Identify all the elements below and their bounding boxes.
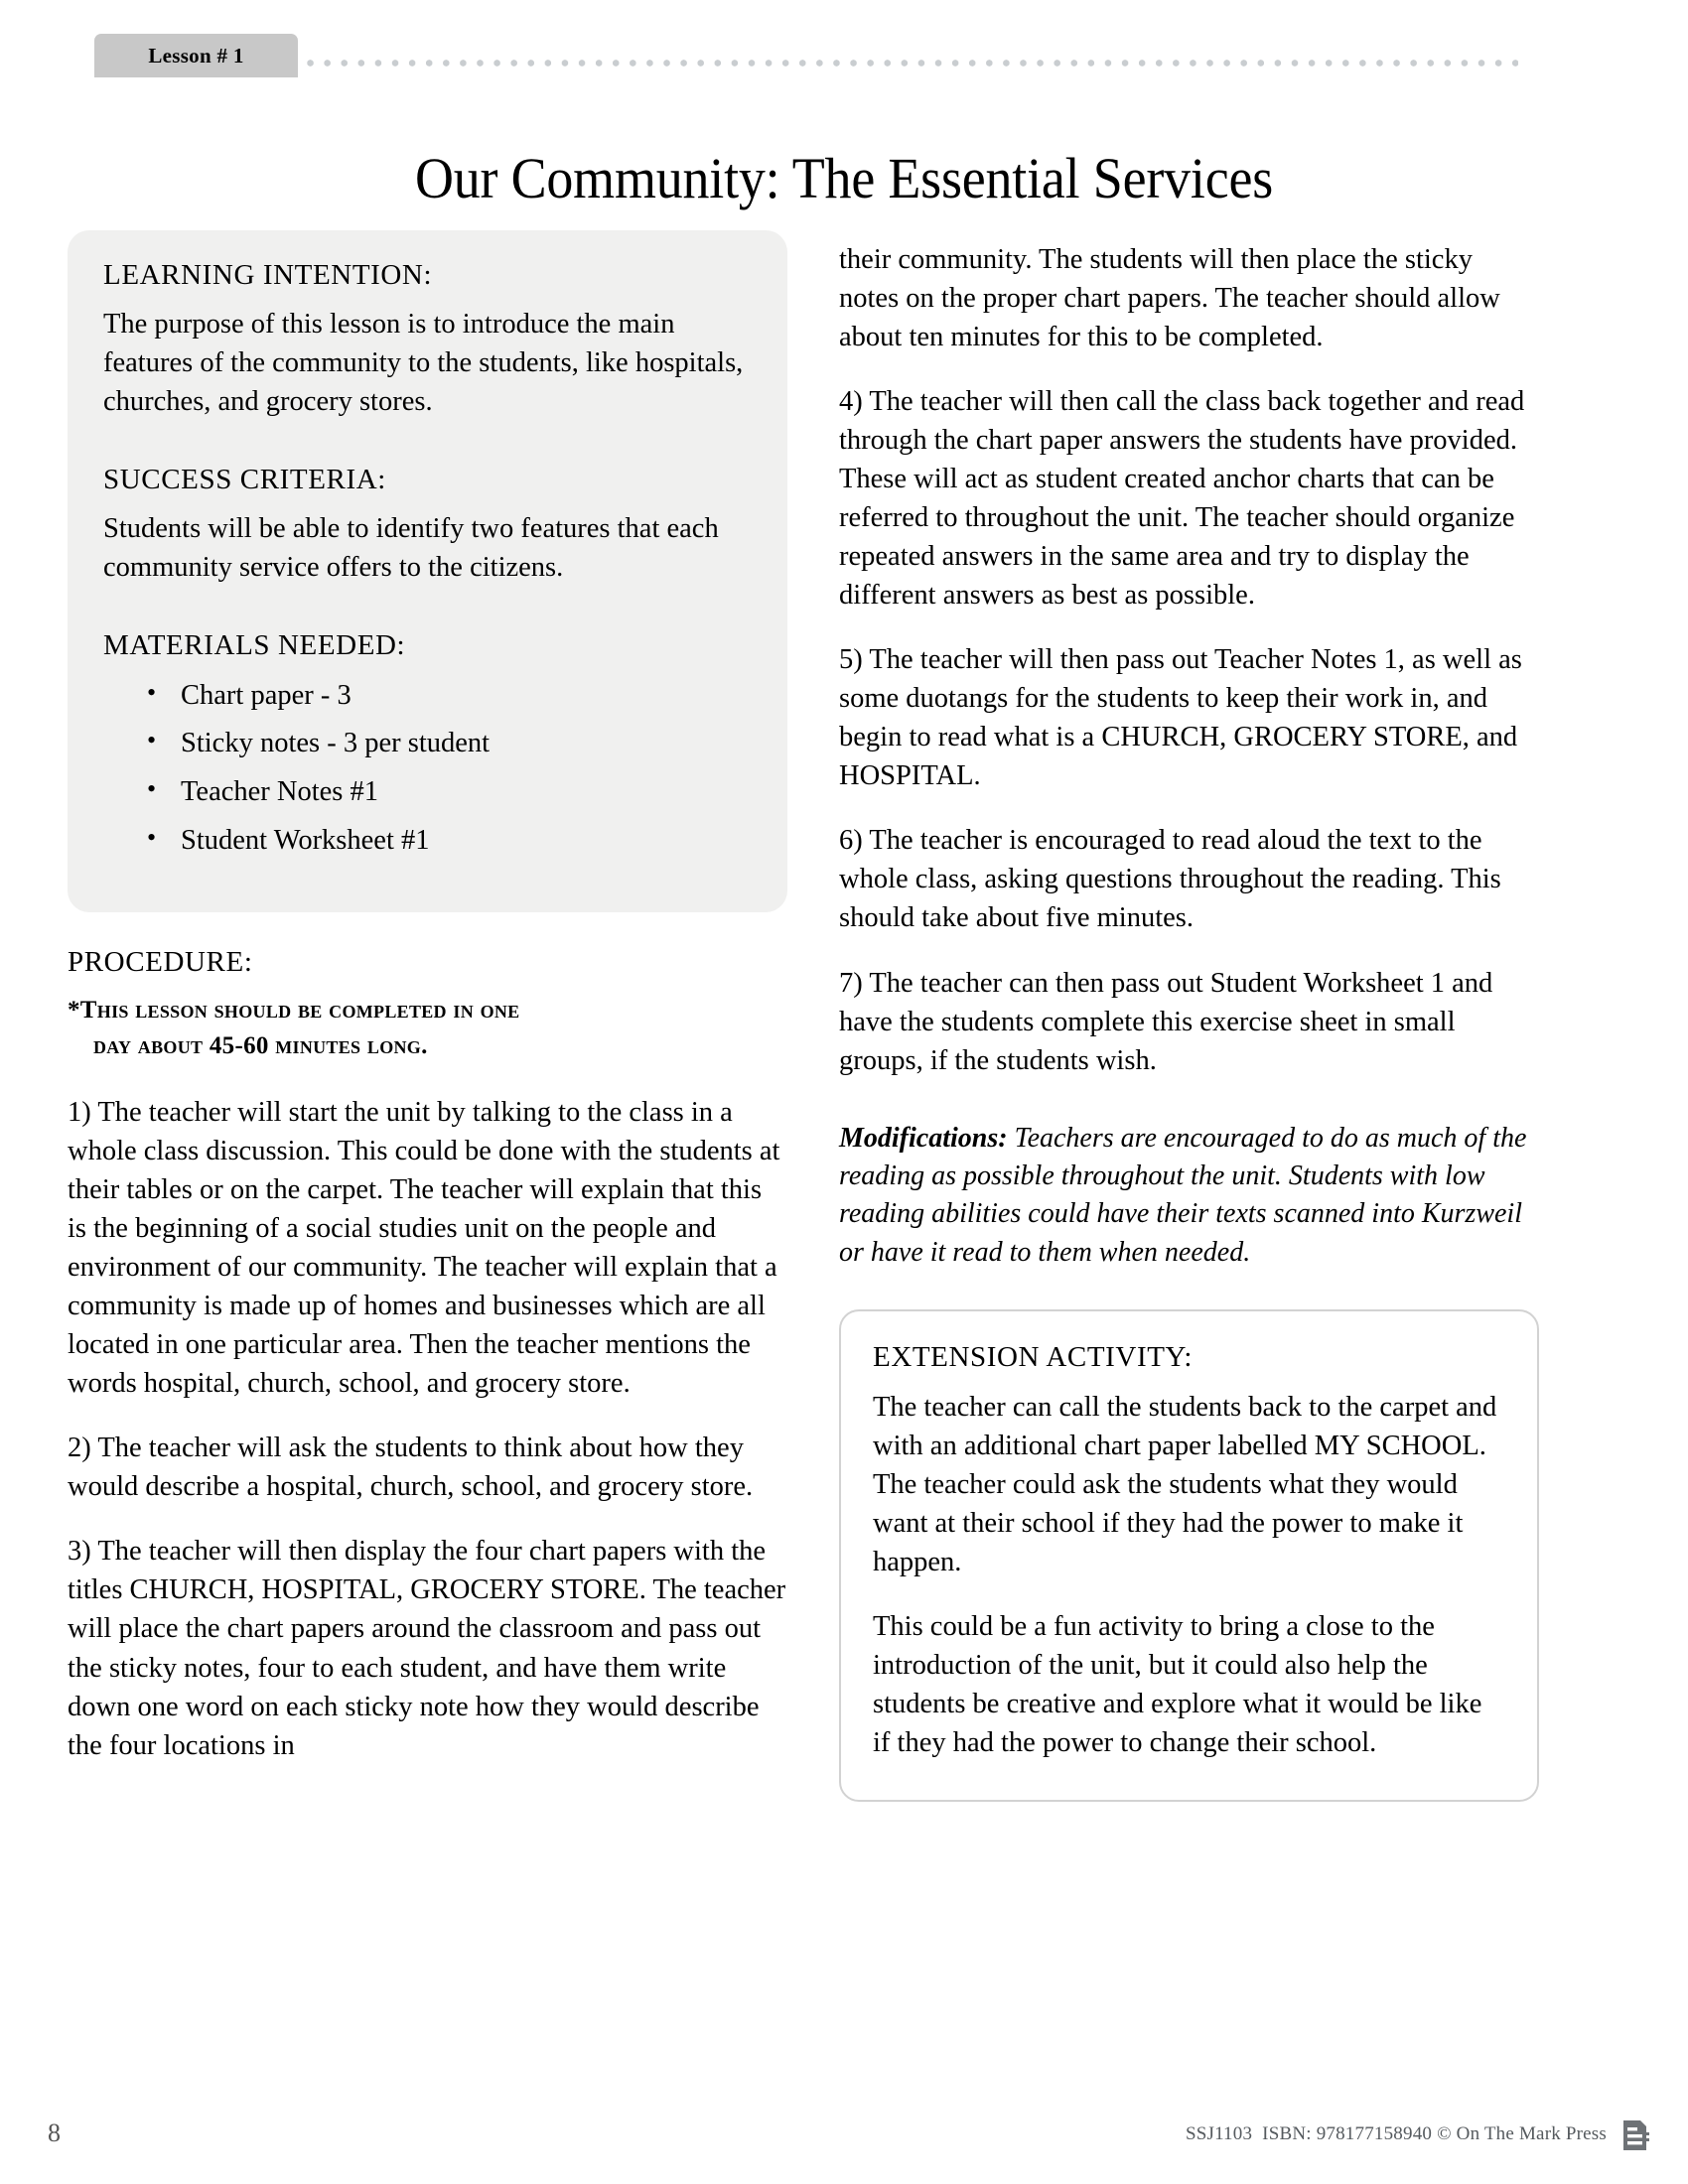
modifications-text: Teachers are encouraged to do as much of the reading as possible throughout the unit. Students with low reading abilities could have their texts scanned into Kurzweil or have it read to them when needed. [839,1122,1527,1268]
learning-intention-text: The purpose of this lesson is to introduce the main features of the community to the students, like hospitals, churches, and grocery stores. [103,308,744,417]
page-header [0,34,1688,77]
copyright-notice: © On The Mark Press [1437,2123,1607,2144]
procedure-step-1: 1) The teacher will start the unit by talking to the class in a whole class discussion. This could be done with the students at their tables or on the carpet. The teacher will explain that this is the beginning of a social studies unit on the people and environment of our community. The teacher will explain that a community is made up of homes and businesses which are all located in one particular area. Then the teacher mentions the words hospital, church, school, and grocery store. [68,1097,780,1400]
procedure-step-2: 2) The teacher will ask the students to think about how they would describe a hospital, church, school, and grocery store. [68,1433,754,1503]
extension-activity-heading: EXTENSION ACTIVITY: [873,1341,1194,1374]
success-criteria-heading: SUCCESS CRITERIA: [103,463,386,495]
procedure-step-3-continuation: their community. The students will then place the sticky notes on the proper chart papers. The teacher should allow about ten minutes for this to be completed. [839,244,1500,353]
extension-paragraph-1: The teacher can call the students back to the carpet and with an additional chart paper labelled MY SCHOOL. The teacher could ask the students what they would want at their school if they had the power to make it happen. [873,1392,1497,1578]
dotted-rule-divider [298,59,1518,68]
procedure-step-5: 5) The teacher will then pass out Teacher Notes 1, as well as some duotangs for the students to keep their work in, and begin to read what is a CHURCH, GROCERY STORE, and HOSPITAL. [839,644,1522,792]
procedure-step-7: 7) The teacher can then pass out Student Worksheet 1 and have the students complete this exercise sheet in small groups, if the students wish. [839,967,1493,1076]
isbn-value: 978177158940 [1316,2123,1433,2144]
page-footer [0,2109,1688,2148]
document-icon [1620,2118,1650,2152]
procedure-step-4: 4) The teacher will then call the class back together and read through the chart paper answers the students have provided. These will act as student created anchor charts that can be referred to throughout the unit. The teacher should organize repeated answers in the same area and try to display the different answers as best as possible. [839,386,1525,612]
procedure-note-line1: *This lesson should be completed in one [68,997,520,1024]
procedure-heading: PROCEDURE: [68,946,253,979]
procedure-step-6: 6) The teacher is encouraged to read aloud the text to the whole class, asking questions throughout the reading. This should take about five minutes. [839,825,1501,934]
list-item: • Teacher Notes #1 [147,773,752,811]
page-title: Our Community: The Essential Services [414,145,1274,210]
list-item: • Student Worksheet #1 [147,822,752,860]
materials-needed-heading: MATERIALS NEEDED: [103,628,406,661]
list-item: • Chart paper - 3 [147,677,752,715]
isbn-label: ISBN: [1262,2123,1312,2144]
list-item: • Sticky notes - 3 per student [147,725,752,762]
modifications-paragraph [839,1120,1539,1272]
right-column [839,240,1539,1802]
extension-activity-box [839,1309,1539,1802]
page-number: 8 [48,2118,61,2147]
left-column [68,230,787,1765]
footer-metadata [1186,2123,1607,2145]
success-criteria-text: Students will be able to identify two features that each community service offers to the citizens. [103,512,719,583]
lesson-tab: Lesson # 1 [94,34,298,77]
product-code: SSJ1103 [1185,2123,1253,2144]
info-card [68,230,787,912]
learning-intention-heading: LEARNING INTENTION: [103,259,433,291]
procedure-step-3: 3) The teacher will then display the four chart papers with the titles CHURCH, HOSPITAL, GROCERY STORE. The teacher will place the chart papers around the classroom and pass out the sticky notes, four to each student, and have them write down one word on each sticky note how they would describe the four locations in [68,1536,786,1761]
procedure-note-line2: day about 45-60 minutes long. [93,1031,428,1059]
materials-list [103,677,752,861]
extension-paragraph-2: This could be a fun activity to bring a close to the introduction of the unit, but it could also help the students be creative and explore what it would be like if they had the power to change their school. [873,1611,1482,1759]
modifications-label: Modifications: [839,1122,1008,1154]
procedure-note [68,993,787,1063]
